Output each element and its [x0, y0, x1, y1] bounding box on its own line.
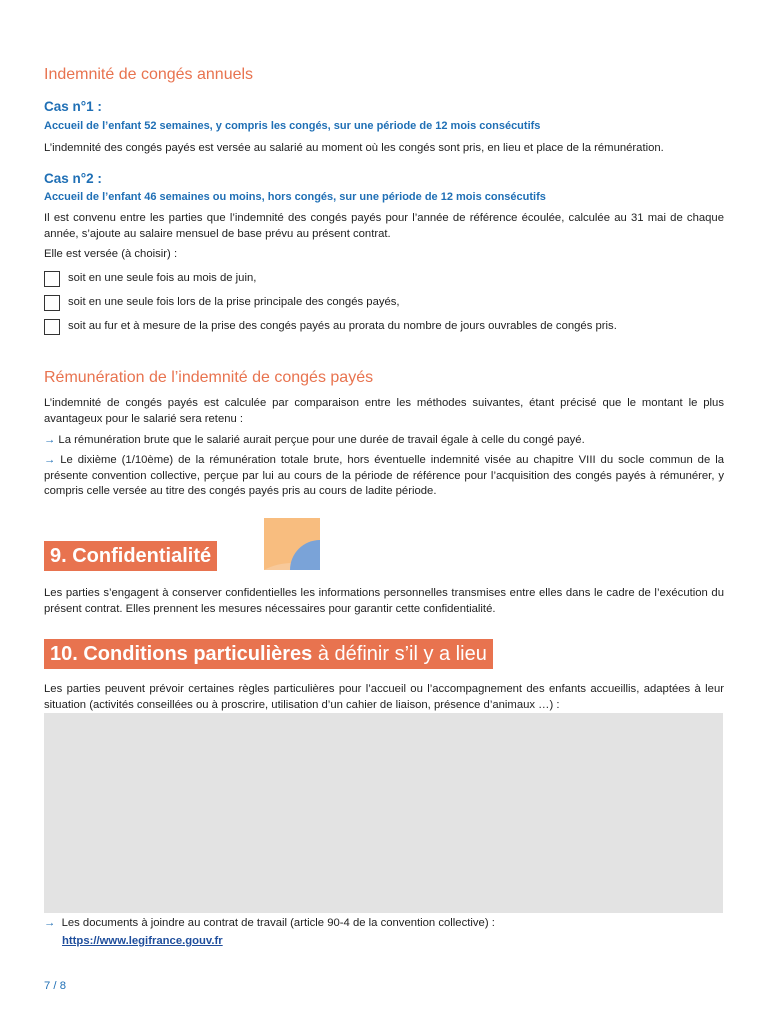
option-row-prise-principale[interactable] — [44, 295, 400, 311]
remuneration-bullet-2: → Le dixième (1/10ème) de la rémunération totale brute, hors éventuelle indemnité visée au chapitre VIII du socle commun de la présente convention collective, perçue par lui au cours de la période de référence pour l’acquisition des congés payés à rémunérer, y compris celle versée au titre des congés payés pris au cours de ladite période. — [44, 454, 724, 497]
arrow-icon: → — [44, 434, 56, 446]
remuneration-bullet-1: → La rémunération brute que le salarié aurait perçue pour une durée de travail égale à celle du congé payé. — [44, 434, 585, 446]
choice-intro: Elle est versée (à choisir) : — [44, 248, 178, 260]
cas1-subtitle: Accueil de l’enfant 52 semaines, y compris les congés, sur une période de 12 mois consécutifs — [44, 120, 541, 132]
cas1-text: L’indemnité des congés payés est versée au salarié au moment où les congés sont pris, en lieu et place de la rémunération. — [44, 142, 664, 154]
cas2-subtitle: Accueil de l’enfant 46 semaines ou moins, hors congés, sur une période de 12 mois consécutifs — [44, 191, 546, 203]
section-10-text: Les parties peuvent prévoir certaines règles particulières pour l’accueil ou l’accompagnement des enfants accueillis, adaptées à leur situation (activités conseillées ou à proscrire, utilisation d’un cahier de liaison, présence d’animaux …) : — [44, 683, 724, 711]
section-9-text: Les parties s’engagent à conserver confidentielles les informations personnelles transmises entre elles dans le cadre de l’exécution du présent contrat. Elles prennent les mesures nécessaires pour garantir cette confidentialité. — [44, 587, 724, 615]
section-10-title-bold: 10. Conditions particulières — [50, 643, 313, 665]
arrow-icon: → — [44, 917, 56, 929]
section-10-title-light: à définir s’il y a lieu — [312, 643, 487, 665]
option-label-juin: soit en une seule fois au mois de juin, — [68, 272, 257, 285]
section-10-banner — [44, 639, 493, 669]
cas2-text: Il est convenu entre les parties que l’indemnité des congés payés pour l’année de référence écoulée, calculée au 31 mai de chaque année, s’ajoute au salaire mensuel de base prévu au présent contrat. — [44, 212, 724, 240]
option-row-juin[interactable] — [44, 271, 256, 287]
section-title-remuneration: Rémunération de l’indemnité de congés payés — [44, 369, 374, 386]
cas2-title: Cas n°2 : — [44, 171, 102, 186]
legifrance-link[interactable]: https://www.legifrance.gouv.fr — [62, 935, 223, 947]
option-label-prorata: soit au fur et à mesure de la prise des congés payés au prorata du nombre de jours ouvrables de congés pris. — [68, 320, 617, 333]
option-row-prorata[interactable] — [44, 319, 617, 335]
decorative-shape-icon — [264, 518, 320, 570]
cas1-title: Cas n°1 : — [44, 99, 102, 114]
checkbox-prorata[interactable] — [44, 319, 60, 335]
option-label-prise-principale: soit en une seule fois lors de la prise principale des congés payés, — [68, 296, 400, 309]
documents-note: → Les documents à joindre au contrat de travail (article 90-4 de la convention collective) : — [44, 917, 495, 929]
remuneration-intro: L’indemnité de congés payés est calculée par comparaison entre les méthodes suivantes, étant précisé que le montant le plus avantageux pour le salarié sera retenu : — [44, 397, 724, 425]
conditions-notes-area[interactable] — [44, 713, 723, 913]
checkbox-juin[interactable] — [44, 271, 60, 287]
section-9-banner: 9. Confidentialité — [44, 541, 217, 571]
page-number: 7 / 8 — [44, 980, 66, 992]
checkbox-prise-principale[interactable] — [44, 295, 60, 311]
section-title-conges: Indemnité de congés annuels — [44, 66, 254, 83]
arrow-icon: → — [44, 454, 56, 466]
